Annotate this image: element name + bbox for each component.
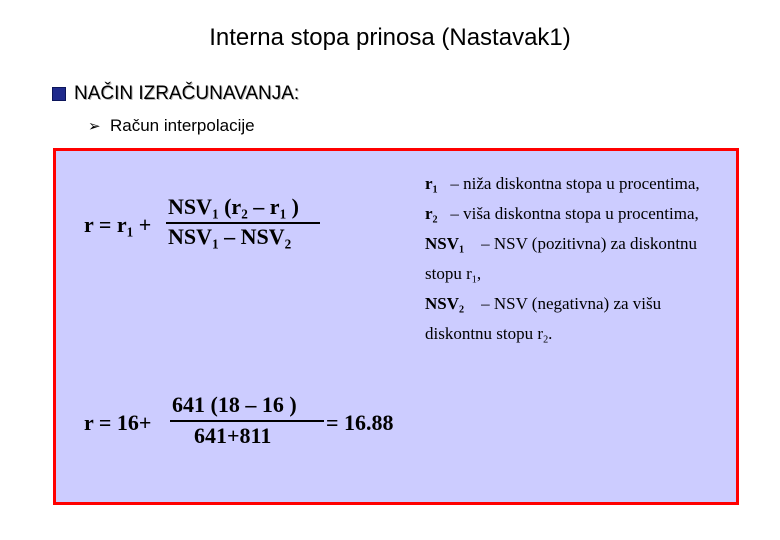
def4-sym: NSV bbox=[425, 294, 460, 314]
f1-den-b-sub: 2 bbox=[284, 236, 292, 252]
definitions bbox=[425, 172, 705, 352]
def1-sym: r bbox=[425, 174, 433, 193]
section-heading bbox=[52, 83, 299, 105]
f1-den-b: – NSV bbox=[218, 224, 285, 249]
def3-sym: NSV bbox=[425, 234, 460, 254]
definition-nsv1 bbox=[425, 232, 705, 292]
subpoint-text: Račun interpolacije bbox=[110, 116, 255, 135]
def2-sub: 2 bbox=[432, 214, 438, 226]
def3-tail: , bbox=[476, 264, 482, 284]
formula2-result: = 16.88 bbox=[326, 410, 394, 435]
f1-den-a: NSV bbox=[168, 224, 213, 249]
def4-sub: 2 bbox=[459, 304, 465, 316]
def1-text: – niža diskontna stopa u procentima, bbox=[450, 174, 700, 193]
def3-text: – NSV (pozitivna) za diskontnu stopu r bbox=[425, 234, 698, 284]
def2-sym: r bbox=[425, 204, 433, 224]
formula1-plus: + bbox=[138, 212, 152, 237]
def2-text: – viša diskontna stopa u procentima, bbox=[450, 204, 699, 224]
definition-nsv2 bbox=[425, 292, 705, 352]
section-heading-text: NAČIN IZRAČUNAVANJA: bbox=[74, 83, 300, 104]
def1-sub: 1 bbox=[432, 184, 438, 196]
f1-num-b: (r bbox=[218, 194, 242, 219]
def4-text: – NSV (negativna) za višu diskontnu stopu r bbox=[425, 294, 662, 344]
formula2-numerator: 641 (18 – 16 ) bbox=[172, 392, 297, 417]
subpoint bbox=[88, 116, 255, 136]
formula1-lhs-sub: 1 bbox=[126, 224, 134, 240]
def4-tail-sub: 2 bbox=[543, 334, 549, 346]
f1-num-a: NSV bbox=[168, 194, 213, 219]
f1-num-a-sub: 1 bbox=[212, 206, 219, 222]
formula2-lhs bbox=[84, 410, 151, 436]
formula2-denominator: 641+811 bbox=[194, 423, 272, 448]
formula1-lhs-text: r = r bbox=[84, 212, 127, 237]
definition-r1 bbox=[425, 172, 705, 202]
formula1-numerator bbox=[168, 194, 299, 223]
formula1-denominator bbox=[168, 224, 291, 253]
f1-num-c: – r bbox=[247, 194, 280, 219]
definition-r2 bbox=[425, 202, 705, 232]
formula2-plus: + bbox=[138, 410, 152, 435]
formula2-lhs-text: r = 16 bbox=[84, 410, 139, 435]
f1-num-d: ) bbox=[286, 194, 299, 219]
f1-num-c-sub: 1 bbox=[279, 206, 287, 222]
def3-sub: 1 bbox=[459, 244, 465, 256]
def4-tail: . bbox=[548, 324, 553, 344]
formula2-fraction-bar bbox=[170, 420, 324, 422]
square-bullet-icon bbox=[52, 87, 66, 101]
f1-num-b-sub: 2 bbox=[241, 206, 248, 222]
arrow-bullet-icon: ➢ bbox=[88, 118, 101, 135]
f1-den-a-sub: 1 bbox=[212, 236, 219, 252]
formula1-lhs bbox=[84, 212, 151, 241]
page-title: Interna stopa prinosa (Nastavak1) bbox=[209, 24, 571, 51]
def3-tail-sub: 1 bbox=[471, 274, 477, 286]
